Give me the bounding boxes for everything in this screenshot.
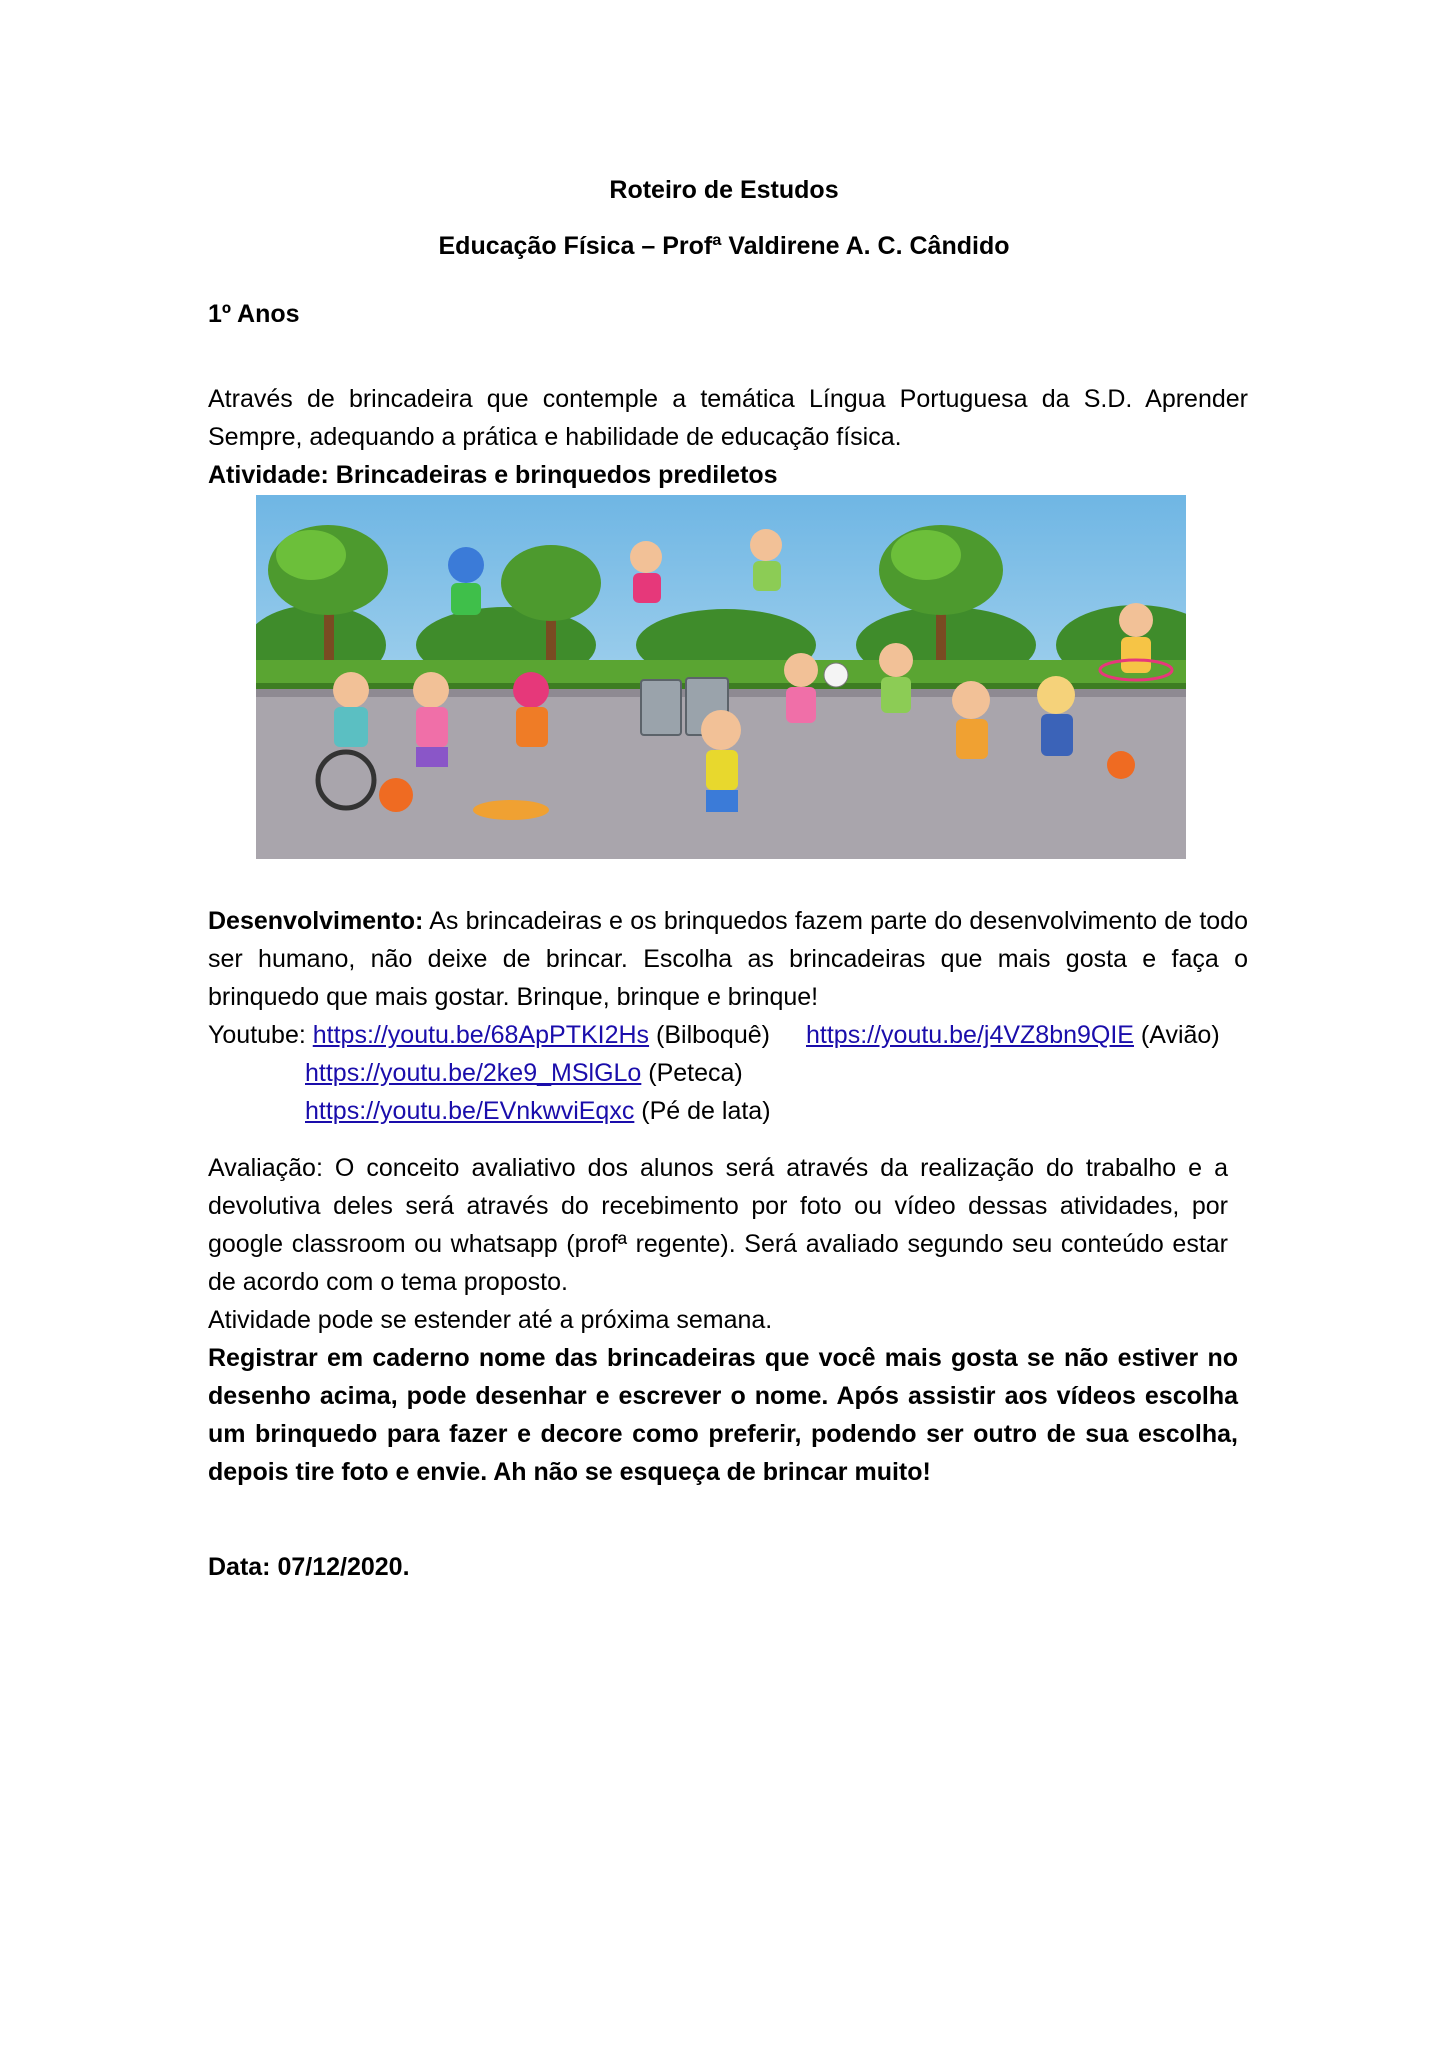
youtube-link-aviao[interactable]: https://youtu.be/j4VZ8bn9QIE — [806, 1021, 1134, 1049]
youtube-link-bilboque-desc: (Bilboquê) — [649, 1021, 770, 1049]
extension-note: Atividade pode se estender até a próxima semana. — [208, 1306, 773, 1334]
development-paragraph — [208, 902, 1248, 1016]
development-label: Desenvolvimento: — [208, 907, 424, 935]
youtube-link-row-pe-de-lata — [305, 1092, 1345, 1130]
grade-label: 1º Anos — [208, 300, 300, 328]
activity-title: Atividade: Brincadeiras e brinquedos prediletos — [208, 461, 778, 489]
instructions-paragraph: Registrar em caderno nome das brincadeiras que você mais gosta se não estiver no desenho acima, pode desenhar e escrever o nome. Após assistir aos vídeos escolha um brinquedo para fazer e decore como preferir, podendo ser outro de sua escolha, depois tire foto e envie. Ah não se esqueça de brincar muito! — [208, 1344, 1238, 1486]
youtube-link-peteca-desc: (Peteca) — [641, 1059, 743, 1087]
youtube-label: Youtube: — [208, 1021, 313, 1049]
youtube-link-aviao-desc: (Avião) — [1133, 1021, 1220, 1049]
development-text: As brincadeiras e os brinquedos fazem parte do desenvolvimento de todo ser humano, não deixe de brincar. Escolha as brincadeiras que mais gosta e faça o brinquedo que mais gostar. Brinque, brinque e brinque! — [208, 907, 1248, 1011]
document-title: Roteiro de Estudos — [609, 176, 839, 204]
youtube-link-peteca[interactable]: https://youtu.be/2ke9_MSlGLo — [305, 1059, 642, 1087]
document-date: Data: 07/12/2020. — [208, 1553, 410, 1581]
evaluation-paragraph: Avaliação: O conceito avaliativo dos alunos será através da realização do trabalho e a devolutiva deles será através do recebimento por foto ou vídeo dessas atividades, por google classroom ou whatsapp (profª regente). Será avaliado segundo seu conteúdo estar de acordo com o tema proposto. — [208, 1154, 1228, 1296]
youtube-link-row-peteca — [305, 1054, 1345, 1092]
document-subtitle: Educação Física – Profª Valdirene A. C. Cândido — [438, 232, 1010, 260]
youtube-link-bilboque[interactable]: https://youtu.be/68ApPTKI2Hs — [312, 1021, 650, 1049]
intro-paragraph: Através de brincadeira que contemple a temática Língua Portuguesa da S.D. Aprender Sempre, adequando a prática e habilidade de educação física. — [208, 385, 1248, 451]
youtube-links-row — [208, 1016, 1248, 1054]
youtube-link-pe-de-lata[interactable]: https://youtu.be/EVnkwviEqxc — [305, 1097, 635, 1125]
youtube-link-pe-de-lata-desc: (Pé de lata) — [634, 1097, 771, 1125]
kids-playing-illustration — [256, 495, 1186, 859]
